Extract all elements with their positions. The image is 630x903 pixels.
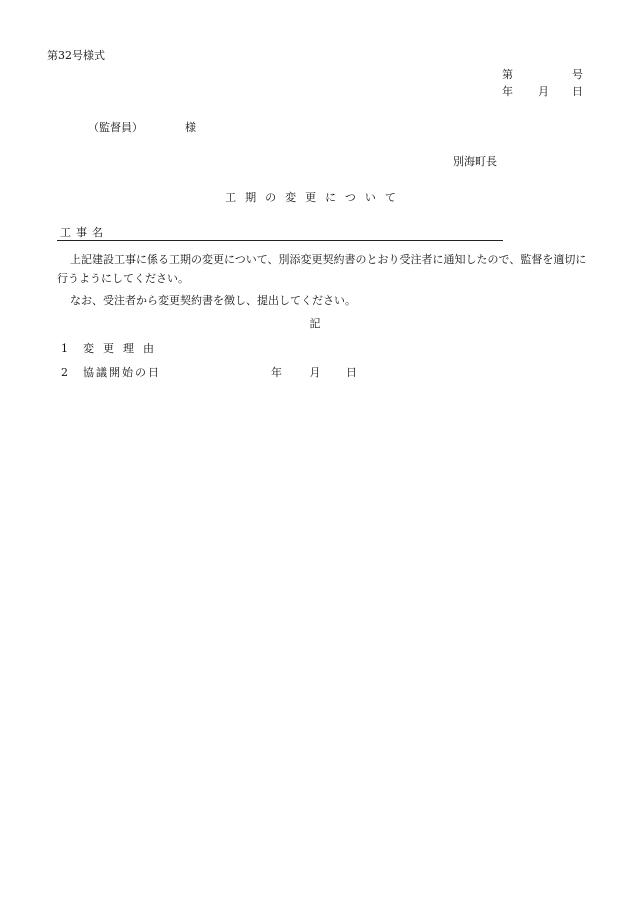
addressee-honorific: 様 <box>185 121 196 134</box>
issue-date-month: 月 <box>538 85 549 98</box>
item-2-date-month: 月 <box>309 366 321 379</box>
addressee-role: （監督員） <box>88 121 143 134</box>
item-2-date <box>271 367 357 378</box>
item-2-number: 2 <box>61 366 68 379</box>
project-name-label: 工事名 <box>60 226 108 239</box>
item-1-number: 1 <box>61 342 68 355</box>
sender-name: 別海町長 <box>453 155 497 168</box>
item-1-label: 変更理由 <box>83 342 163 355</box>
item-2-label: 協議開始の日 <box>83 366 161 379</box>
document-title: 工期の変更について <box>225 191 405 204</box>
item-2-date-year: 年 <box>271 366 282 379</box>
body-paragraph-2: なお、受注者から変更契約書を徴し、提出してください。 <box>70 294 356 307</box>
item-2-date-day: 日 <box>346 366 357 379</box>
form-number: 第32号様式 <box>47 49 105 62</box>
project-name-underline <box>57 240 503 241</box>
document-number-prefix: 第 <box>502 68 513 81</box>
issue-date-year: 年 <box>502 85 513 98</box>
ki-heading: 記 <box>309 317 321 330</box>
issue-date-day: 日 <box>572 85 583 98</box>
body-paragraph-1: 上記建設工事に係る工期の変更について、別添変更契約書のとおり受注者に通知したので、監督を適切に行うようにしてください。 <box>57 253 587 285</box>
document-number-suffix: 号 <box>572 68 583 81</box>
